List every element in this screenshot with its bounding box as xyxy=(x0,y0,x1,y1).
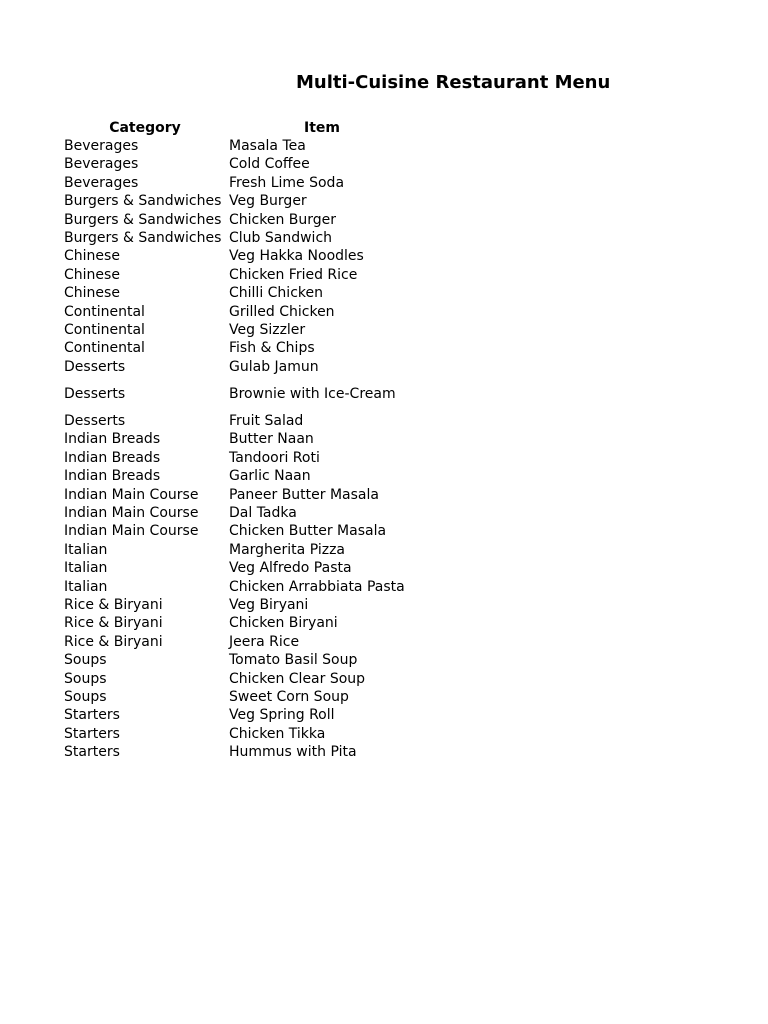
page-title: Multi-Cuisine Restaurant Menu xyxy=(296,72,611,93)
table-row xyxy=(64,522,424,540)
category-cell: Beverages xyxy=(64,156,139,173)
category-cell: Indian Main Course xyxy=(64,505,199,522)
category-cell: Indian Main Course xyxy=(64,523,199,540)
table-row xyxy=(64,339,424,357)
category-cell: Continental xyxy=(64,303,145,320)
item-cell: Veg Spring Roll xyxy=(229,707,335,724)
table-row xyxy=(64,211,424,229)
item-cell: Chicken Arrabbiata Pasta xyxy=(229,578,405,595)
item-cell: Chicken Tikka xyxy=(229,725,326,742)
category-cell: Desserts xyxy=(64,413,126,430)
item-cell: Veg Sizzler xyxy=(229,321,306,338)
item-cell: Veg Burger xyxy=(229,193,307,210)
item-cell: Butter Naan xyxy=(229,431,314,448)
table-row xyxy=(64,541,424,559)
table-row xyxy=(64,651,424,669)
category-cell: Desserts xyxy=(64,358,126,375)
table-row xyxy=(64,670,424,688)
item-cell: Veg Hakka Noodles xyxy=(229,248,364,265)
item-cell: Hummus with Pita xyxy=(229,744,357,761)
category-cell: Indian Main Course xyxy=(64,486,199,503)
table-row xyxy=(64,376,424,412)
item-cell: Tandoori Roti xyxy=(229,449,320,466)
category-cell: Soups xyxy=(64,670,107,687)
item-cell: Cold Coffee xyxy=(229,156,310,173)
table-row xyxy=(64,430,424,448)
table-row xyxy=(64,321,424,339)
table-row xyxy=(64,725,424,743)
item-cell: Margherita Pizza xyxy=(229,541,346,558)
item-cell: Chicken Fried Rice xyxy=(229,266,358,283)
table-row xyxy=(64,358,424,376)
column-header-item: Item xyxy=(304,120,340,136)
item-cell: Garlic Naan xyxy=(229,468,311,485)
item-cell: Grilled Chicken xyxy=(229,303,335,320)
item-cell: Jeera Rice xyxy=(229,633,300,650)
table-row xyxy=(64,743,424,761)
table-row xyxy=(64,486,424,504)
category-cell: Chinese xyxy=(64,285,120,302)
category-cell: Italian xyxy=(64,578,108,595)
category-cell: Indian Breads xyxy=(64,431,161,448)
table-row xyxy=(64,504,424,522)
table-row xyxy=(64,449,424,467)
category-cell: Beverages xyxy=(64,138,139,154)
item-cell: Sweet Corn Soup xyxy=(229,688,349,705)
item-cell: Masala Tea xyxy=(229,138,306,154)
table-row xyxy=(64,229,424,247)
table-row xyxy=(64,596,424,614)
category-cell: Italian xyxy=(64,541,108,558)
category-cell: Italian xyxy=(64,560,108,577)
table-row xyxy=(64,303,424,321)
item-cell: Fish & Chips xyxy=(229,340,315,357)
table-row xyxy=(64,467,424,485)
category-cell: Burgers & Sandwiches xyxy=(64,193,222,210)
category-cell: Beverages xyxy=(64,174,139,191)
table-row xyxy=(64,137,424,155)
table-row xyxy=(64,706,424,724)
category-cell: Soups xyxy=(64,688,107,705)
item-cell: Paneer Butter Masala xyxy=(229,486,379,503)
item-cell: Dal Tadka xyxy=(229,505,297,522)
category-cell: Soups xyxy=(64,652,107,669)
category-cell: Chinese xyxy=(64,266,120,283)
item-cell: Club Sandwich xyxy=(229,229,333,246)
item-cell: Veg Biryani xyxy=(229,596,309,613)
category-cell: Chinese xyxy=(64,248,120,265)
category-cell: Burgers & Sandwiches xyxy=(64,229,222,246)
category-cell: Starters xyxy=(64,707,120,724)
table-row xyxy=(64,284,424,302)
table-row xyxy=(64,633,424,651)
category-cell: Rice & Biryani xyxy=(64,615,163,632)
table-row xyxy=(64,266,424,284)
item-cell: Fresh Lime Soda xyxy=(229,174,345,191)
table-row xyxy=(64,247,424,265)
category-cell: Burgers & Sandwiches xyxy=(64,211,222,228)
column-header-category: Category xyxy=(109,120,181,136)
item-cell: Gulab Jamun xyxy=(229,358,319,375)
item-cell: Chicken Butter Masala xyxy=(229,523,387,540)
item-cell: Brownie with Ice-Cream xyxy=(229,386,396,403)
table-row xyxy=(64,688,424,706)
category-cell: Indian Breads xyxy=(64,468,161,485)
category-cell: Indian Breads xyxy=(64,449,161,466)
category-cell: Starters xyxy=(64,725,120,742)
item-cell: Chicken Biryani xyxy=(229,615,338,632)
item-cell: Veg Alfredo Pasta xyxy=(229,560,352,577)
table-row xyxy=(64,559,424,577)
category-cell: Rice & Biryani xyxy=(64,633,163,650)
table-row xyxy=(64,192,424,210)
table-row xyxy=(64,614,424,632)
item-cell: Chilli Chicken xyxy=(229,285,323,302)
table-row xyxy=(64,174,424,192)
table-row xyxy=(64,412,424,430)
table-row xyxy=(64,155,424,173)
item-cell: Chicken Burger xyxy=(229,211,337,228)
category-cell: Continental xyxy=(64,321,145,338)
category-cell: Rice & Biryani xyxy=(64,596,163,613)
table-row xyxy=(64,578,424,596)
category-cell: Starters xyxy=(64,744,120,761)
title-container xyxy=(296,71,611,95)
category-cell: Continental xyxy=(64,340,145,357)
menu-table-body xyxy=(64,137,424,762)
category-cell: Desserts xyxy=(64,386,126,403)
item-cell: Fruit Salad xyxy=(229,413,304,430)
item-cell: Tomato Basil Soup xyxy=(229,652,358,669)
item-cell: Chicken Clear Soup xyxy=(229,670,366,687)
